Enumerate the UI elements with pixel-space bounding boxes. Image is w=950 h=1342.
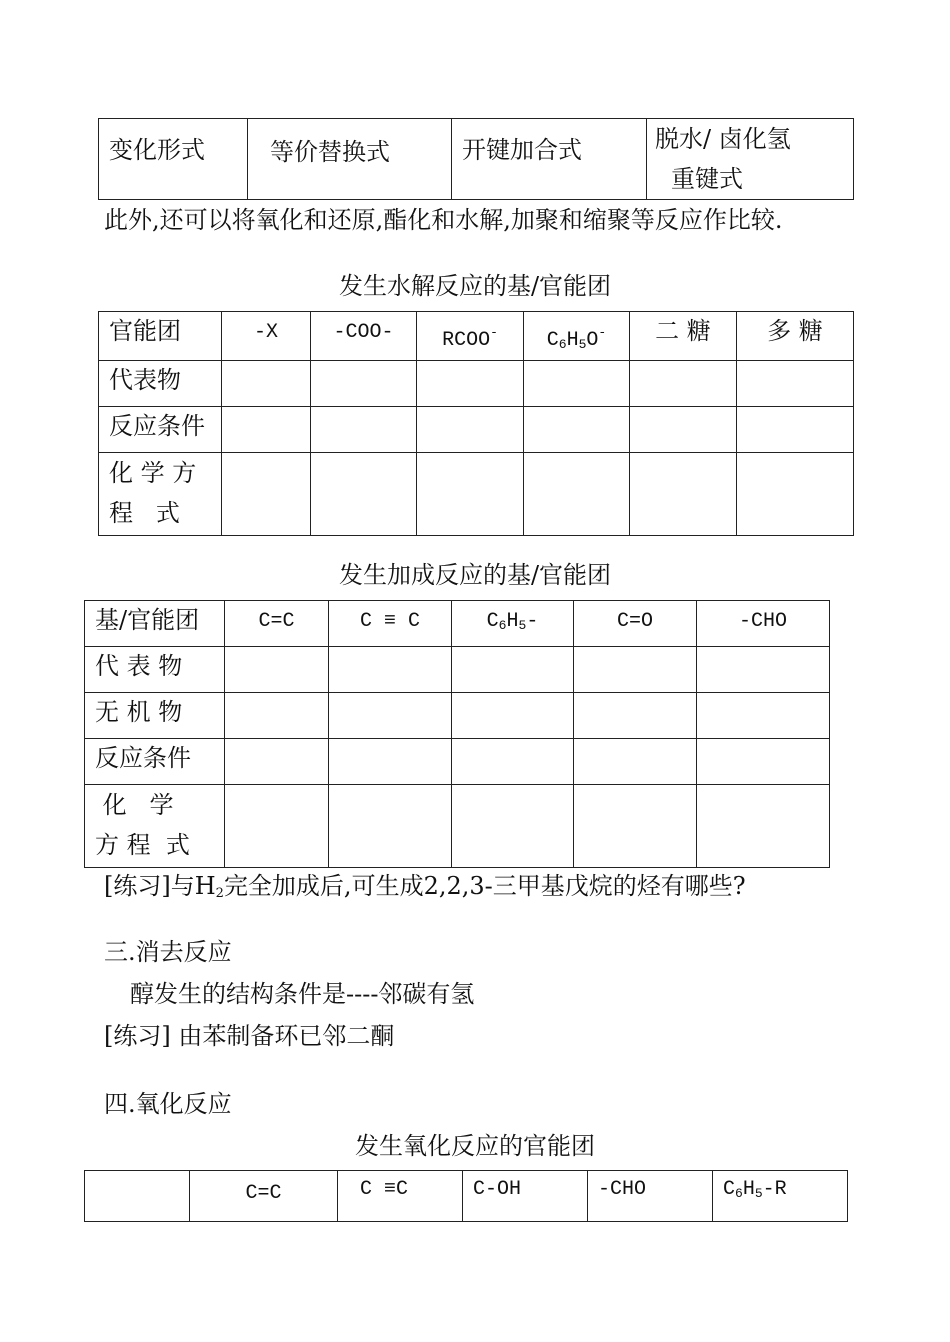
group-alkyne: C ≡C bbox=[360, 1178, 409, 1201]
row-label-representative: 代表物 bbox=[109, 366, 181, 394]
elimination-condition: 醇发生的结构条件是----邻碳有氢 bbox=[130, 980, 475, 1008]
oxidation-table bbox=[84, 1170, 848, 1222]
section-elimination-heading: 三.消去反应 bbox=[104, 938, 232, 966]
multiple-bond-text: 重键式 bbox=[671, 165, 743, 193]
group-halide: -X bbox=[253, 321, 278, 344]
group-carbonyl: C=O bbox=[616, 610, 653, 633]
group-phenoxide: $C_6H_5O^-$ bbox=[546, 325, 607, 352]
addition-header-label: 基/官能团 bbox=[95, 606, 200, 634]
equivalent-substitution-text: 等价替换式 bbox=[270, 138, 390, 166]
change-form-label: 变化形式 bbox=[109, 136, 205, 164]
addition-table bbox=[84, 600, 830, 868]
group-ester: -COO- bbox=[333, 321, 394, 344]
group-disaccharide: 二 糖 bbox=[655, 317, 711, 345]
change-form-cell-1 bbox=[248, 119, 452, 200]
group-alkylbenzene: $C_6H_5-R$ bbox=[723, 1178, 787, 1201]
exercise-benzene: [练习] 由苯制备环已邻二酮 bbox=[104, 1022, 395, 1050]
group-alcohol: C-OH bbox=[473, 1178, 522, 1201]
hydrolysis-header-label: 官能团 bbox=[109, 317, 181, 345]
group-carboxylate: RCOO- bbox=[442, 325, 498, 352]
dehydration-text: 脱水/ 卤化氢 bbox=[655, 125, 791, 153]
change-form-label-cell bbox=[99, 119, 248, 200]
row-label-inorganic: 无 机 物 bbox=[95, 698, 183, 726]
section-oxidation-heading: 四.氧化反应 bbox=[104, 1090, 232, 1118]
hydrolysis-table bbox=[98, 311, 854, 536]
row-label-equation: 化 学 方 程 式 bbox=[109, 459, 197, 527]
change-form-cell-3 bbox=[647, 119, 854, 200]
hydrolysis-title: 发生水解反应的基/官能团 bbox=[338, 272, 612, 300]
row-label-condition: 反应条件 bbox=[95, 744, 191, 772]
addition-title: 发生加成反应的基/官能团 bbox=[338, 561, 612, 589]
exercise-hydrogenation: [练习]与$H_2$完全加成后,可生成2,2,3-三甲基戊烷的烃有哪些? bbox=[104, 872, 746, 901]
group-aldehyde: -CHO bbox=[738, 610, 787, 633]
group-aldehyde: -CHO bbox=[598, 1178, 647, 1201]
group-phenyl: $C_6H_5-$ bbox=[486, 610, 539, 633]
row-label-representative: 代 表 物 bbox=[95, 652, 183, 680]
group-alkene: C=C bbox=[245, 1182, 282, 1205]
row-label-condition: 反应条件 bbox=[109, 412, 205, 440]
group-alkene: C=C bbox=[258, 610, 295, 633]
comparison-note: 此外,还可以将氧化和还原,酯化和水解,加聚和缩聚等反应作比较. bbox=[104, 206, 783, 234]
group-alkyne: C ≡ C bbox=[359, 610, 420, 633]
change-form-table bbox=[98, 118, 854, 200]
oxidation-title: 发生氧化反应的官能团 bbox=[355, 1132, 595, 1160]
bond-opening-addition-text: 开键加合式 bbox=[462, 136, 582, 164]
group-polysaccharide: 多 糖 bbox=[767, 317, 823, 345]
change-form-cell-2 bbox=[452, 119, 647, 200]
row-label-equation: 化 学 方 程 式 bbox=[95, 791, 190, 859]
